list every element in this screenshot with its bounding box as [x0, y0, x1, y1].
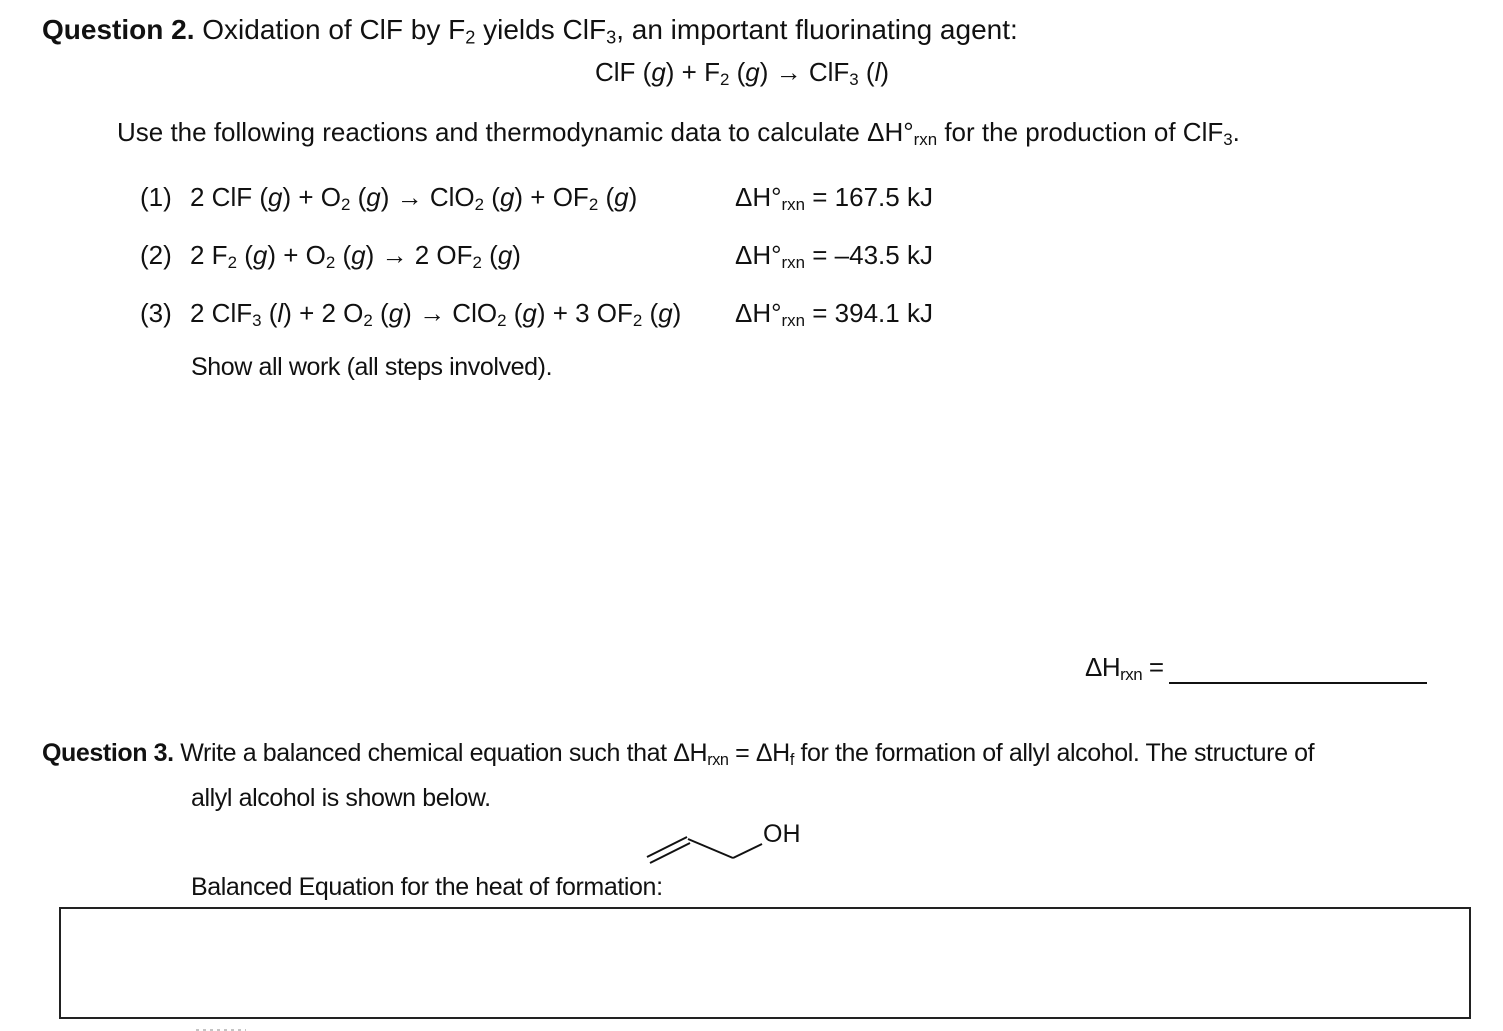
enthalpy-number: –43.5 kJ — [834, 240, 933, 270]
formula-text: 2 OF — [407, 240, 473, 270]
answer-sub: rxn — [1120, 665, 1143, 685]
single-bond-line — [688, 839, 733, 858]
formula-text: 2 ClF — [190, 298, 253, 328]
eq-text: ( — [729, 57, 746, 87]
eq-state: g — [651, 57, 666, 87]
formula-text: ) + 2 O — [283, 298, 364, 328]
formula-text: ) + 3 OF — [536, 298, 633, 328]
enthalpy-value — [735, 182, 933, 213]
eq-text: ( — [858, 57, 875, 87]
state-symbol: g — [268, 182, 283, 212]
formula-sub: 2 — [588, 195, 599, 215]
state-symbol: g — [499, 182, 515, 212]
state-symbol: g — [388, 298, 404, 328]
enthalpy-number: 167.5 kJ — [834, 182, 933, 212]
state-symbol: g — [614, 182, 629, 212]
delta-h-sub: rxn — [781, 195, 806, 215]
state-symbol: g — [351, 240, 366, 270]
delta-h-sub: rxn — [781, 253, 806, 273]
formula-sub: 2 — [497, 311, 507, 331]
q2-title-sub: 3 — [606, 27, 617, 48]
enthalpy-value — [735, 298, 933, 329]
formula-text: ) — [672, 298, 682, 328]
enthalpy-value — [735, 240, 933, 271]
state-symbol: g — [252, 240, 268, 270]
formula-text: 2 ClF ( — [190, 182, 268, 212]
q2-title-part: , an important fluorinating agent: — [616, 14, 1018, 45]
delta-h-symbol: ΔH° — [735, 240, 782, 270]
formula-text: ( — [236, 240, 253, 270]
eq-text: ) + F — [665, 57, 720, 87]
q2-title-part: Oxidation of ClF by F — [202, 14, 466, 45]
formula-text: ) — [380, 182, 397, 212]
arrow-icon: → — [419, 298, 446, 328]
q2-title-sub: 2 — [465, 27, 476, 48]
formula-text: ClO — [422, 182, 475, 212]
q3-line-2: allyl alcohol is shown below. — [191, 784, 491, 812]
equals-sign: = — [805, 240, 835, 270]
formula-text: ( — [335, 240, 352, 270]
question-2-label: Question 2. — [42, 14, 195, 45]
formula-text: ( — [642, 298, 659, 328]
eq-sub: 3 — [849, 70, 859, 90]
state-symbol: g — [497, 240, 513, 270]
formula-text: ) + O — [267, 240, 326, 270]
arrow-icon: → — [381, 240, 408, 270]
question-3-heading — [42, 739, 1314, 768]
answer-equals: = — [1142, 652, 1164, 682]
instruction-sub: 3 — [1223, 130, 1233, 150]
formula-text: ( — [350, 182, 367, 212]
formula-sub: 2 — [474, 195, 485, 215]
formula-text: ) + OF — [514, 182, 589, 212]
eq-text: ) — [880, 57, 890, 87]
eq-text: ClF ( — [595, 57, 652, 87]
reaction-row — [140, 298, 681, 329]
reaction-number: (3) — [140, 298, 172, 328]
instruction-text: for the production of ClF — [937, 117, 1224, 147]
instruction-text: . — [1232, 117, 1240, 147]
q3-sub: f — [789, 751, 794, 770]
page-edge-mark — [196, 1026, 246, 1031]
formula-sub: 2 — [325, 253, 336, 273]
delta-h-sub: rxn — [913, 130, 938, 150]
state-symbol: g — [366, 182, 381, 212]
formula-sub: 2 — [227, 253, 237, 273]
formula-text: ) + O — [282, 182, 341, 212]
formula-sub: 3 — [252, 311, 262, 331]
q3-text: = ΔH — [728, 739, 790, 767]
reaction-number: (2) — [140, 240, 172, 270]
formula-text: ) — [403, 298, 420, 328]
formula-sub: 2 — [363, 311, 373, 331]
state-symbol: g — [658, 298, 673, 328]
formula-text: ( — [506, 298, 523, 328]
oh-label: OH — [763, 820, 801, 848]
formula-text: 2 F — [190, 240, 228, 270]
answer-blank-line[interactable] — [1169, 682, 1427, 684]
formula-text: ( — [598, 182, 615, 212]
formula-text: ( — [372, 298, 389, 328]
eq-text: ClF — [801, 57, 850, 87]
q3-sub: rxn — [707, 751, 729, 770]
delta-h-sub: rxn — [781, 311, 806, 331]
formula-sub: 2 — [340, 195, 351, 215]
q2-title-part: yields ClF — [475, 14, 607, 45]
equals-sign: = — [805, 182, 835, 212]
show-work-instruction: Show all work (all steps involved). — [191, 353, 553, 381]
c-o-bond-line — [733, 844, 762, 858]
question-2-heading — [42, 14, 1018, 46]
q3-text: for the formation of allyl alcohol. The structure of — [793, 739, 1315, 767]
instruction-text: Use the following reactions and thermodynamic data to calculate — [117, 117, 868, 147]
formula-text: ( — [484, 182, 500, 212]
enthalpy-number: 394.1 kJ — [834, 298, 933, 328]
main-equation — [595, 57, 889, 88]
eq-state: g — [745, 57, 760, 87]
formula-sub: 2 — [632, 311, 643, 331]
question-3-label: Question 3. — [42, 739, 174, 767]
state-symbol: l — [277, 298, 284, 328]
arrow-icon: → — [775, 57, 802, 87]
formula-text: ClO — [445, 298, 498, 328]
delta-h-symbol: ΔH° — [867, 117, 914, 147]
reaction-row — [140, 182, 637, 213]
arrow-icon: → — [396, 182, 423, 212]
delta-h-symbol: ΔH° — [735, 182, 782, 212]
answer-label — [1085, 652, 1164, 683]
balanced-equation-label: Balanced Equation for the heat of formation: — [191, 873, 663, 901]
formula-text: ) — [512, 240, 521, 270]
eq-text: ) — [759, 57, 776, 87]
formula-text: ) — [365, 240, 382, 270]
q3-text: Write a balanced chemical equation such that ΔH — [173, 739, 708, 767]
state-symbol: g — [522, 298, 537, 328]
delta-h-symbol: ΔH° — [735, 298, 782, 328]
equals-sign: = — [805, 298, 835, 328]
eq-sub: 2 — [719, 70, 730, 90]
balanced-equation-answer-box[interactable] — [59, 907, 1471, 1019]
reaction-row — [140, 240, 521, 271]
formula-text: ( — [261, 298, 278, 328]
q2-instruction — [117, 117, 1240, 148]
formula-sub: 2 — [472, 253, 482, 273]
reaction-number: (1) — [140, 182, 172, 212]
eq-state: l — [874, 57, 881, 87]
formula-text: ( — [481, 240, 498, 270]
formula-text: ) — [628, 182, 638, 212]
answer-delta-h: ΔH — [1085, 652, 1121, 682]
